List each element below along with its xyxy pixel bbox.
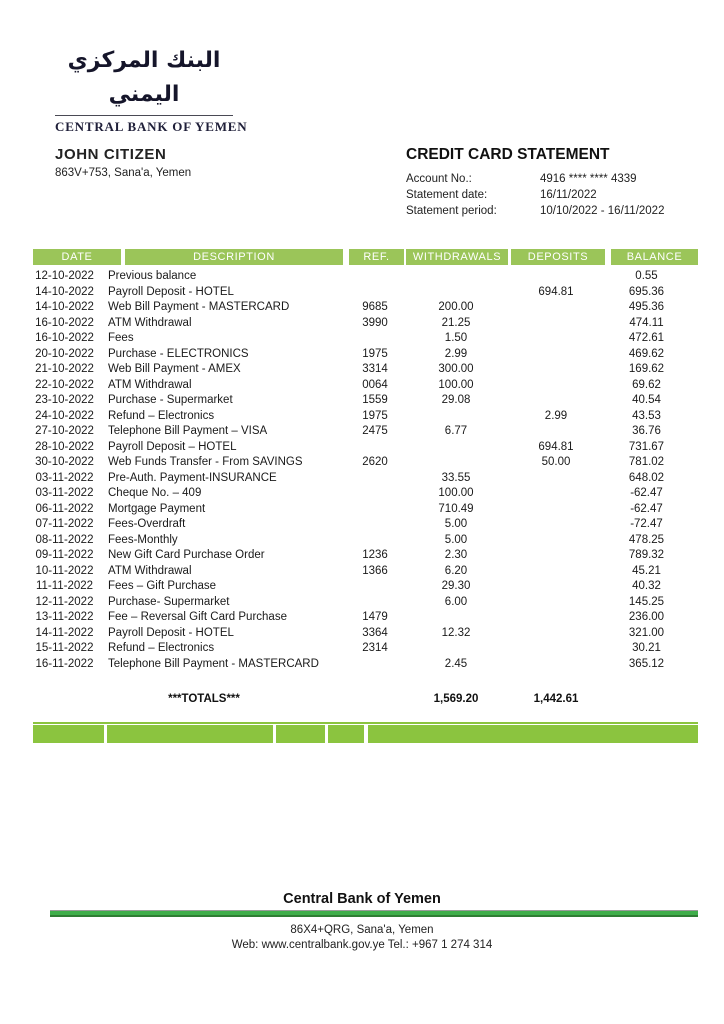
cell-description: Telephone Bill Payment - MASTERCARD — [108, 657, 319, 670]
account-number-label: Account No.: — [406, 173, 472, 185]
cell-spacer — [96, 502, 108, 518]
cell-ref: 3314 — [362, 363, 388, 375]
table-row — [33, 300, 698, 316]
statement-period-row — [406, 203, 706, 219]
cell-balance: -62.47 — [630, 502, 663, 515]
totals-spacer — [96, 693, 108, 709]
table-footer-bar — [33, 722, 698, 743]
cell-withdrawal: 100.00 — [438, 378, 474, 391]
cell-ref: 0064 — [362, 378, 388, 391]
cell-withdrawal — [405, 409, 507, 425]
cell-withdrawal: 300.00 — [438, 363, 474, 375]
cell-spacer — [96, 657, 108, 673]
cell-date: 22-10-2022 — [35, 378, 94, 391]
table-row — [33, 393, 698, 409]
cell-ref: 1559 — [362, 394, 388, 406]
bank-logo — [55, 44, 248, 135]
cell-withdrawal — [405, 285, 507, 301]
cell-ref: 2314 — [362, 642, 388, 654]
cell-withdrawal: 2.99 — [444, 347, 468, 360]
cell-deposit — [507, 486, 605, 502]
table-row — [33, 471, 698, 487]
statement-account-row — [406, 171, 706, 187]
cell-date: 14-11-2022 — [35, 626, 94, 639]
cell-balance: 321.00 — [628, 626, 665, 639]
cell-ref — [345, 517, 405, 533]
footer-bar-segment — [107, 725, 273, 743]
footer-address: 86X4+QRG, Sana'a, Yemen — [290, 924, 434, 936]
transactions-table — [33, 249, 698, 709]
cell-withdrawal: 29.30 — [441, 580, 471, 592]
cell-description: Payroll Deposit - HOTEL — [108, 626, 234, 639]
cell-description: Telephone Bill Payment – VISA — [108, 425, 268, 437]
cell-balance: 474.11 — [629, 316, 664, 329]
cell-description: Pre-Auth. Payment-INSURANCE — [108, 471, 277, 484]
cell-spacer — [96, 440, 108, 456]
cell-withdrawal: 5.00 — [444, 533, 468, 546]
cell-deposit — [507, 564, 605, 580]
cell-balance: 781.02 — [628, 456, 665, 468]
cell-date: 23-10-2022 — [35, 394, 94, 406]
table-row — [33, 455, 698, 471]
cell-date: 13-11-2022 — [35, 611, 94, 623]
cell-description: Fees-Monthly — [108, 533, 178, 546]
cell-description: Web Funds Transfer - From SAVINGS — [108, 456, 303, 468]
cell-description: Payroll Deposit - HOTEL — [108, 285, 234, 298]
cell-ref: 3990 — [362, 316, 388, 329]
customer-block — [55, 146, 191, 179]
totals-empty-balance — [605, 693, 688, 709]
cell-balance: 43.53 — [632, 409, 661, 422]
table-body — [33, 269, 698, 672]
cell-withdrawal: 33.55 — [441, 471, 471, 484]
cell-spacer — [96, 285, 108, 301]
table-row — [33, 347, 698, 363]
cell-ref — [345, 595, 405, 611]
cell-ref: 1366 — [362, 564, 388, 577]
table-row — [33, 285, 698, 301]
cell-withdrawal — [405, 269, 507, 285]
cell-spacer — [96, 300, 108, 316]
cell-ref: 1236 — [362, 549, 388, 561]
table-row — [33, 626, 698, 642]
cell-withdrawal: 5.00 — [444, 518, 468, 530]
cell-deposit — [507, 502, 605, 518]
cell-withdrawal: 2.30 — [444, 549, 468, 561]
cell-withdrawal: 1.50 — [444, 332, 468, 344]
cell-balance: -62.47 — [630, 487, 663, 499]
footer-contact: Web: www.centralbank.gov.ye Tel.: +967 1 274 314 — [231, 939, 493, 951]
bank-logo-arabic-text: البنك المركزي اليمني — [67, 48, 221, 107]
table-row — [33, 502, 698, 518]
cell-deposit — [507, 331, 605, 347]
cell-deposit: 2.99 — [544, 409, 568, 422]
table-row — [33, 440, 698, 456]
cell-balance: 789.32 — [628, 549, 665, 561]
customer-address: 863V+753, Sana'a, Yemen — [55, 167, 192, 179]
cell-ref — [345, 440, 405, 456]
cell-ref: 1975 — [362, 347, 388, 360]
cell-spacer — [96, 424, 108, 440]
cell-ref: 1479 — [362, 611, 388, 623]
footer-bar-segment — [328, 725, 364, 743]
footer-bank-name: Central Bank of Yemen — [283, 891, 441, 907]
totals-empty-ref — [345, 693, 405, 709]
cell-spacer — [96, 626, 108, 642]
cell-date: 06-11-2022 — [35, 502, 94, 515]
cell-balance: 648.02 — [628, 471, 665, 484]
cell-spacer — [96, 316, 108, 332]
table-row — [33, 424, 698, 440]
cell-date: 09-11-2022 — [35, 549, 94, 561]
cell-date: 16-10-2022 — [35, 316, 94, 329]
cell-description: New Gift Card Purchase Order — [108, 549, 265, 561]
cell-deposit — [507, 610, 605, 626]
table-row — [33, 269, 698, 285]
cell-spacer — [96, 269, 108, 285]
cell-spacer — [96, 347, 108, 363]
cell-date: 24-10-2022 — [35, 409, 94, 422]
table-row — [33, 362, 698, 378]
cell-withdrawal — [405, 455, 507, 471]
cell-date: 15-11-2022 — [35, 642, 94, 654]
cell-spacer — [96, 579, 108, 595]
cell-withdrawal: 21.25 — [441, 316, 471, 329]
cell-deposit — [507, 595, 605, 611]
cell-balance: 169.62 — [628, 363, 665, 375]
cell-description: Purchase - ELECTRONICS — [108, 347, 249, 360]
cell-description: Refund – Electronics — [108, 409, 215, 422]
column-header-description: DESCRIPTION — [125, 249, 343, 265]
cell-ref: 2620 — [362, 456, 388, 468]
cell-deposit — [507, 471, 605, 487]
cell-deposit — [507, 362, 605, 378]
table-row — [33, 564, 698, 580]
cell-date: 28-10-2022 — [35, 440, 94, 453]
table-row — [33, 595, 698, 611]
cell-withdrawal: 2.45 — [444, 657, 468, 670]
cell-balance: 695.36 — [628, 285, 665, 298]
cell-description: ATM Withdrawal — [108, 378, 192, 391]
totals-row — [33, 693, 698, 709]
cell-ref — [345, 502, 405, 518]
cell-deposit — [507, 657, 605, 673]
cell-balance: 45.21 — [632, 564, 661, 577]
cell-date: 11-11-2022 — [35, 580, 94, 592]
cell-ref — [345, 533, 405, 549]
cell-balance: 365.12 — [628, 657, 665, 670]
cell-date: 16-10-2022 — [35, 332, 94, 344]
table-row — [33, 316, 698, 332]
cell-date: 12-10-2022 — [35, 270, 94, 282]
cell-ref — [345, 657, 405, 673]
cell-date: 10-11-2022 — [35, 564, 94, 577]
cell-withdrawal — [405, 641, 507, 657]
footer-bar-topline — [33, 722, 698, 724]
cell-deposit — [507, 269, 605, 285]
cell-date: 16-11-2022 — [35, 657, 94, 670]
cell-withdrawal: 6.77 — [444, 425, 468, 437]
cell-balance: 236.00 — [628, 611, 665, 623]
cell-description: Fees-Overdraft — [108, 518, 186, 530]
totals-withdrawals-value: 1,569.20 — [433, 693, 479, 705]
statement-title: CREDIT CARD STATEMENT — [406, 146, 610, 163]
cell-withdrawal: 12.32 — [441, 626, 471, 639]
cell-date: 12-11-2022 — [35, 595, 94, 608]
cell-spacer — [96, 331, 108, 347]
cell-deposit — [507, 641, 605, 657]
cell-ref: 2475 — [362, 425, 388, 437]
statement-info-block — [406, 146, 706, 219]
cell-withdrawal: 6.20 — [444, 564, 468, 577]
cell-ref: 9685 — [362, 301, 388, 313]
cell-balance: 69.62 — [632, 378, 661, 391]
cell-spacer — [96, 564, 108, 580]
totals-deposits-value: 1,442.61 — [533, 693, 579, 705]
totals-empty-date — [33, 693, 96, 709]
cell-withdrawal: 200.00 — [438, 301, 474, 313]
cell-spacer — [96, 548, 108, 564]
cell-spacer — [96, 362, 108, 378]
cell-balance: 0.55 — [635, 270, 658, 282]
footer-bar-segment — [33, 725, 104, 743]
cell-date: 14-10-2022 — [35, 285, 94, 298]
cell-description: Payroll Deposit – HOTEL — [108, 440, 237, 453]
table-row — [33, 548, 698, 564]
cell-balance: 36.76 — [632, 425, 661, 437]
table-row — [33, 641, 698, 657]
cell-ref — [345, 269, 405, 285]
cell-deposit — [507, 548, 605, 564]
cell-description: Purchase - Supermarket — [108, 394, 233, 406]
cell-spacer — [96, 641, 108, 657]
table-header-row — [33, 249, 698, 265]
cell-description: ATM Withdrawal — [108, 316, 192, 329]
cell-deposit — [507, 347, 605, 363]
cell-balance: 731.67 — [628, 440, 665, 453]
cell-balance: 469.62 — [628, 347, 665, 360]
cell-date: 14-10-2022 — [35, 301, 94, 313]
cell-date: 30-10-2022 — [35, 456, 94, 468]
statement-date-value: 16/11/2022 — [540, 189, 597, 201]
cell-ref: 1975 — [362, 409, 388, 422]
cell-description: Mortgage Payment — [108, 502, 206, 515]
cell-ref: 3364 — [362, 626, 388, 639]
statement-date-label: Statement date: — [406, 189, 488, 201]
column-header-ref: REF. — [349, 249, 404, 265]
table-row — [33, 533, 698, 549]
cell-balance: 145.25 — [628, 595, 665, 608]
statement-period-label: Statement period: — [406, 205, 497, 217]
cell-ref — [345, 486, 405, 502]
cell-description: Fees – Gift Purchase — [108, 580, 217, 592]
cell-spacer — [96, 471, 108, 487]
column-header-deposits: DEPOSITS — [511, 249, 605, 265]
footer-bar-segments — [33, 725, 698, 743]
cell-deposit: 694.81 — [538, 285, 574, 298]
footer-green-divider — [50, 910, 698, 917]
column-header-balance: BALANCE — [611, 249, 698, 265]
cell-spacer — [96, 517, 108, 533]
table-row — [33, 486, 698, 502]
cell-deposit — [507, 316, 605, 332]
cell-withdrawal: 6.00 — [444, 595, 468, 608]
cell-date: 07-11-2022 — [35, 518, 94, 530]
cell-deposit: 694.81 — [538, 440, 574, 453]
cell-deposit — [507, 424, 605, 440]
cell-date: 27-10-2022 — [35, 425, 94, 437]
footer-bar-segment — [276, 725, 325, 743]
bank-logo-english-text: CENTRAL BANK OF YEMEN — [55, 119, 248, 134]
cell-description: Previous balance — [108, 270, 197, 282]
table-row — [33, 657, 698, 673]
cell-deposit — [507, 533, 605, 549]
cell-ref — [345, 579, 405, 595]
cell-balance: 495.36 — [628, 301, 665, 313]
cell-deposit — [507, 626, 605, 642]
cell-description: Web Bill Payment - MASTERCARD — [108, 301, 290, 313]
cell-description: Cheque No. – 409 — [108, 487, 202, 499]
column-header-withdrawals: WITHDRAWALS — [406, 249, 508, 265]
cell-balance: -72.47 — [630, 518, 663, 530]
table-row — [33, 331, 698, 347]
cell-description: Purchase- Supermarket — [108, 595, 230, 608]
cell-spacer — [96, 409, 108, 425]
cell-description: Fee – Reversal Gift Card Purchase — [108, 611, 287, 623]
cell-ref — [345, 471, 405, 487]
cell-description: ATM Withdrawal — [108, 564, 192, 577]
column-header-date: DATE — [33, 249, 121, 265]
cell-description: Fees — [108, 332, 134, 344]
logo-divider-line — [55, 115, 233, 116]
table-row — [33, 378, 698, 394]
cell-withdrawal: 100.00 — [438, 487, 474, 499]
table-row — [33, 517, 698, 533]
cell-spacer — [96, 393, 108, 409]
cell-date: 08-11-2022 — [35, 533, 94, 546]
cell-balance: 472.61 — [628, 332, 665, 344]
cell-date: 03-11-2022 — [35, 487, 94, 499]
footer-bar-segment — [368, 725, 698, 743]
cell-date: 03-11-2022 — [35, 471, 94, 484]
cell-spacer — [96, 610, 108, 626]
cell-spacer — [96, 486, 108, 502]
statement-period-value: 10/10/2022 - 16/11/2022 — [540, 205, 665, 217]
table-row — [33, 579, 698, 595]
cell-spacer — [96, 533, 108, 549]
account-number-value: 4916 **** **** 4339 — [540, 173, 637, 185]
cell-balance: 40.32 — [632, 580, 661, 592]
table-row — [33, 610, 698, 626]
cell-date: 21-10-2022 — [35, 363, 94, 375]
cell-date: 20-10-2022 — [35, 347, 94, 360]
cell-spacer — [96, 455, 108, 471]
totals-label: ***TOTALS*** — [168, 693, 240, 705]
cell-withdrawal: 710.49 — [438, 502, 474, 515]
table-row — [33, 409, 698, 425]
cell-withdrawal: 29.08 — [441, 394, 471, 406]
cell-deposit — [507, 393, 605, 409]
cell-deposit — [507, 579, 605, 595]
statement-date-row — [406, 187, 706, 203]
cell-balance: 40.54 — [632, 394, 661, 406]
cell-deposit — [507, 378, 605, 394]
customer-name: JOHN CITIZEN — [55, 146, 167, 163]
cell-deposit: 50.00 — [541, 456, 571, 468]
cell-deposit — [507, 517, 605, 533]
cell-spacer — [96, 595, 108, 611]
cell-balance: 30.21 — [632, 642, 661, 654]
cell-description: Refund – Electronics — [108, 642, 215, 654]
cell-ref — [345, 331, 405, 347]
cell-withdrawal — [405, 440, 507, 456]
cell-balance: 478.25 — [628, 533, 665, 546]
cell-ref — [345, 285, 405, 301]
cell-deposit — [507, 300, 605, 316]
cell-spacer — [96, 378, 108, 394]
cell-withdrawal — [405, 610, 507, 626]
cell-description: Web Bill Payment - AMEX — [108, 363, 241, 375]
